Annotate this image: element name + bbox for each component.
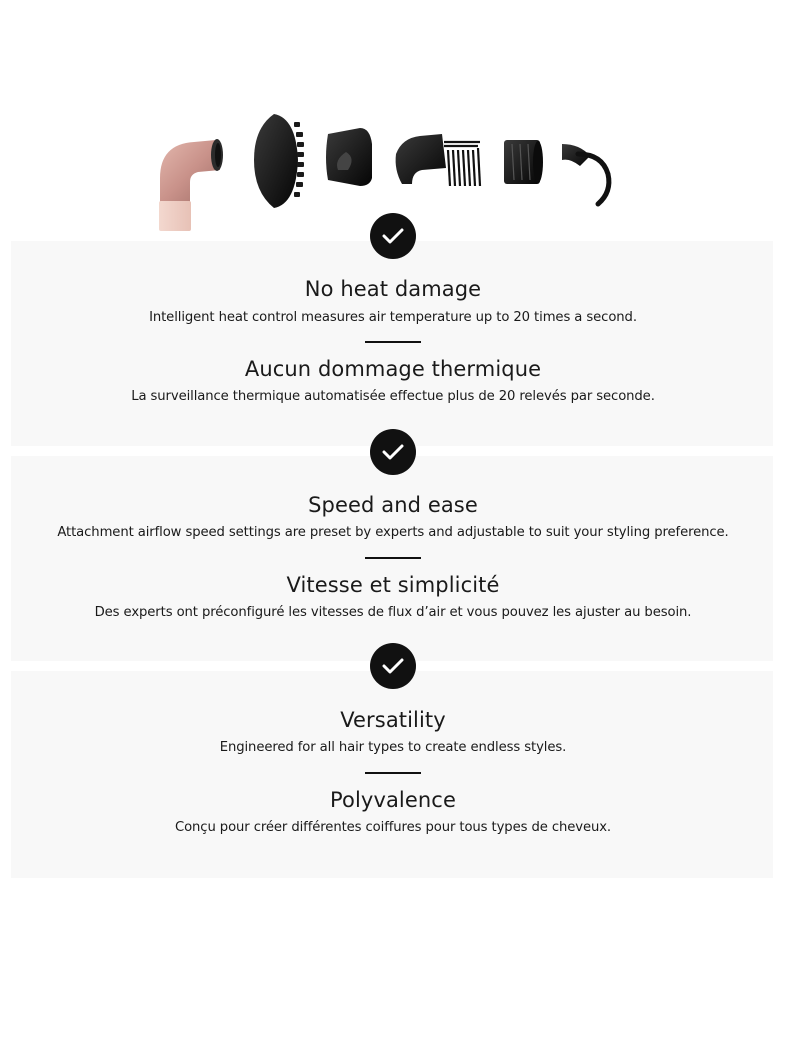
- feature-description-fr: Conçu pour créer différentes coiffures pour tous types de cheveux.: [174, 820, 612, 835]
- gentle-air-attachment-icon: [504, 140, 543, 184]
- check-icon: [370, 213, 416, 259]
- feature-title-fr: Polyvalence: [330, 788, 456, 812]
- feature-description-en: Intelligent heat control measures air temperature up to 20 times a second.: [149, 310, 637, 325]
- feature-title-fr: Vitesse et simplicité: [286, 573, 500, 597]
- feature-description-fr: La surveillance thermique automatisée effectue plus de 20 relevés par seconde.: [131, 389, 655, 404]
- diffuser-icon: [254, 114, 304, 208]
- flyaway-hook-icon: [562, 144, 609, 204]
- feature-description-en: Engineered for all hair types to create endless styles.: [219, 740, 567, 755]
- feature-description-fr: Des experts ont préconfiguré les vitesses de flux d’air et vous pouvez les ajuster au besoin.: [94, 605, 692, 620]
- divider: [365, 557, 421, 559]
- check-icon: [370, 429, 416, 475]
- feature-title-en: Versatility: [340, 708, 446, 732]
- feature-title-en: No heat damage: [304, 277, 482, 301]
- rose-gold-dryer-nozzle-icon: [159, 139, 223, 231]
- feature-panel-heat: [11, 241, 773, 446]
- feature-title-fr: Aucun dommage thermique: [244, 357, 542, 381]
- wide-tooth-comb-icon: [396, 134, 480, 186]
- feature-title-en: Speed and ease: [308, 493, 478, 517]
- feature-panel-versatility: [11, 671, 773, 878]
- smoothing-nozzle-icon: [326, 128, 372, 186]
- divider: [365, 341, 421, 343]
- feature-description-en: Attachment airflow speed settings are preset by experts and adjustable to suit your styling preference.: [57, 525, 729, 540]
- check-icon: [370, 643, 416, 689]
- divider: [365, 772, 421, 774]
